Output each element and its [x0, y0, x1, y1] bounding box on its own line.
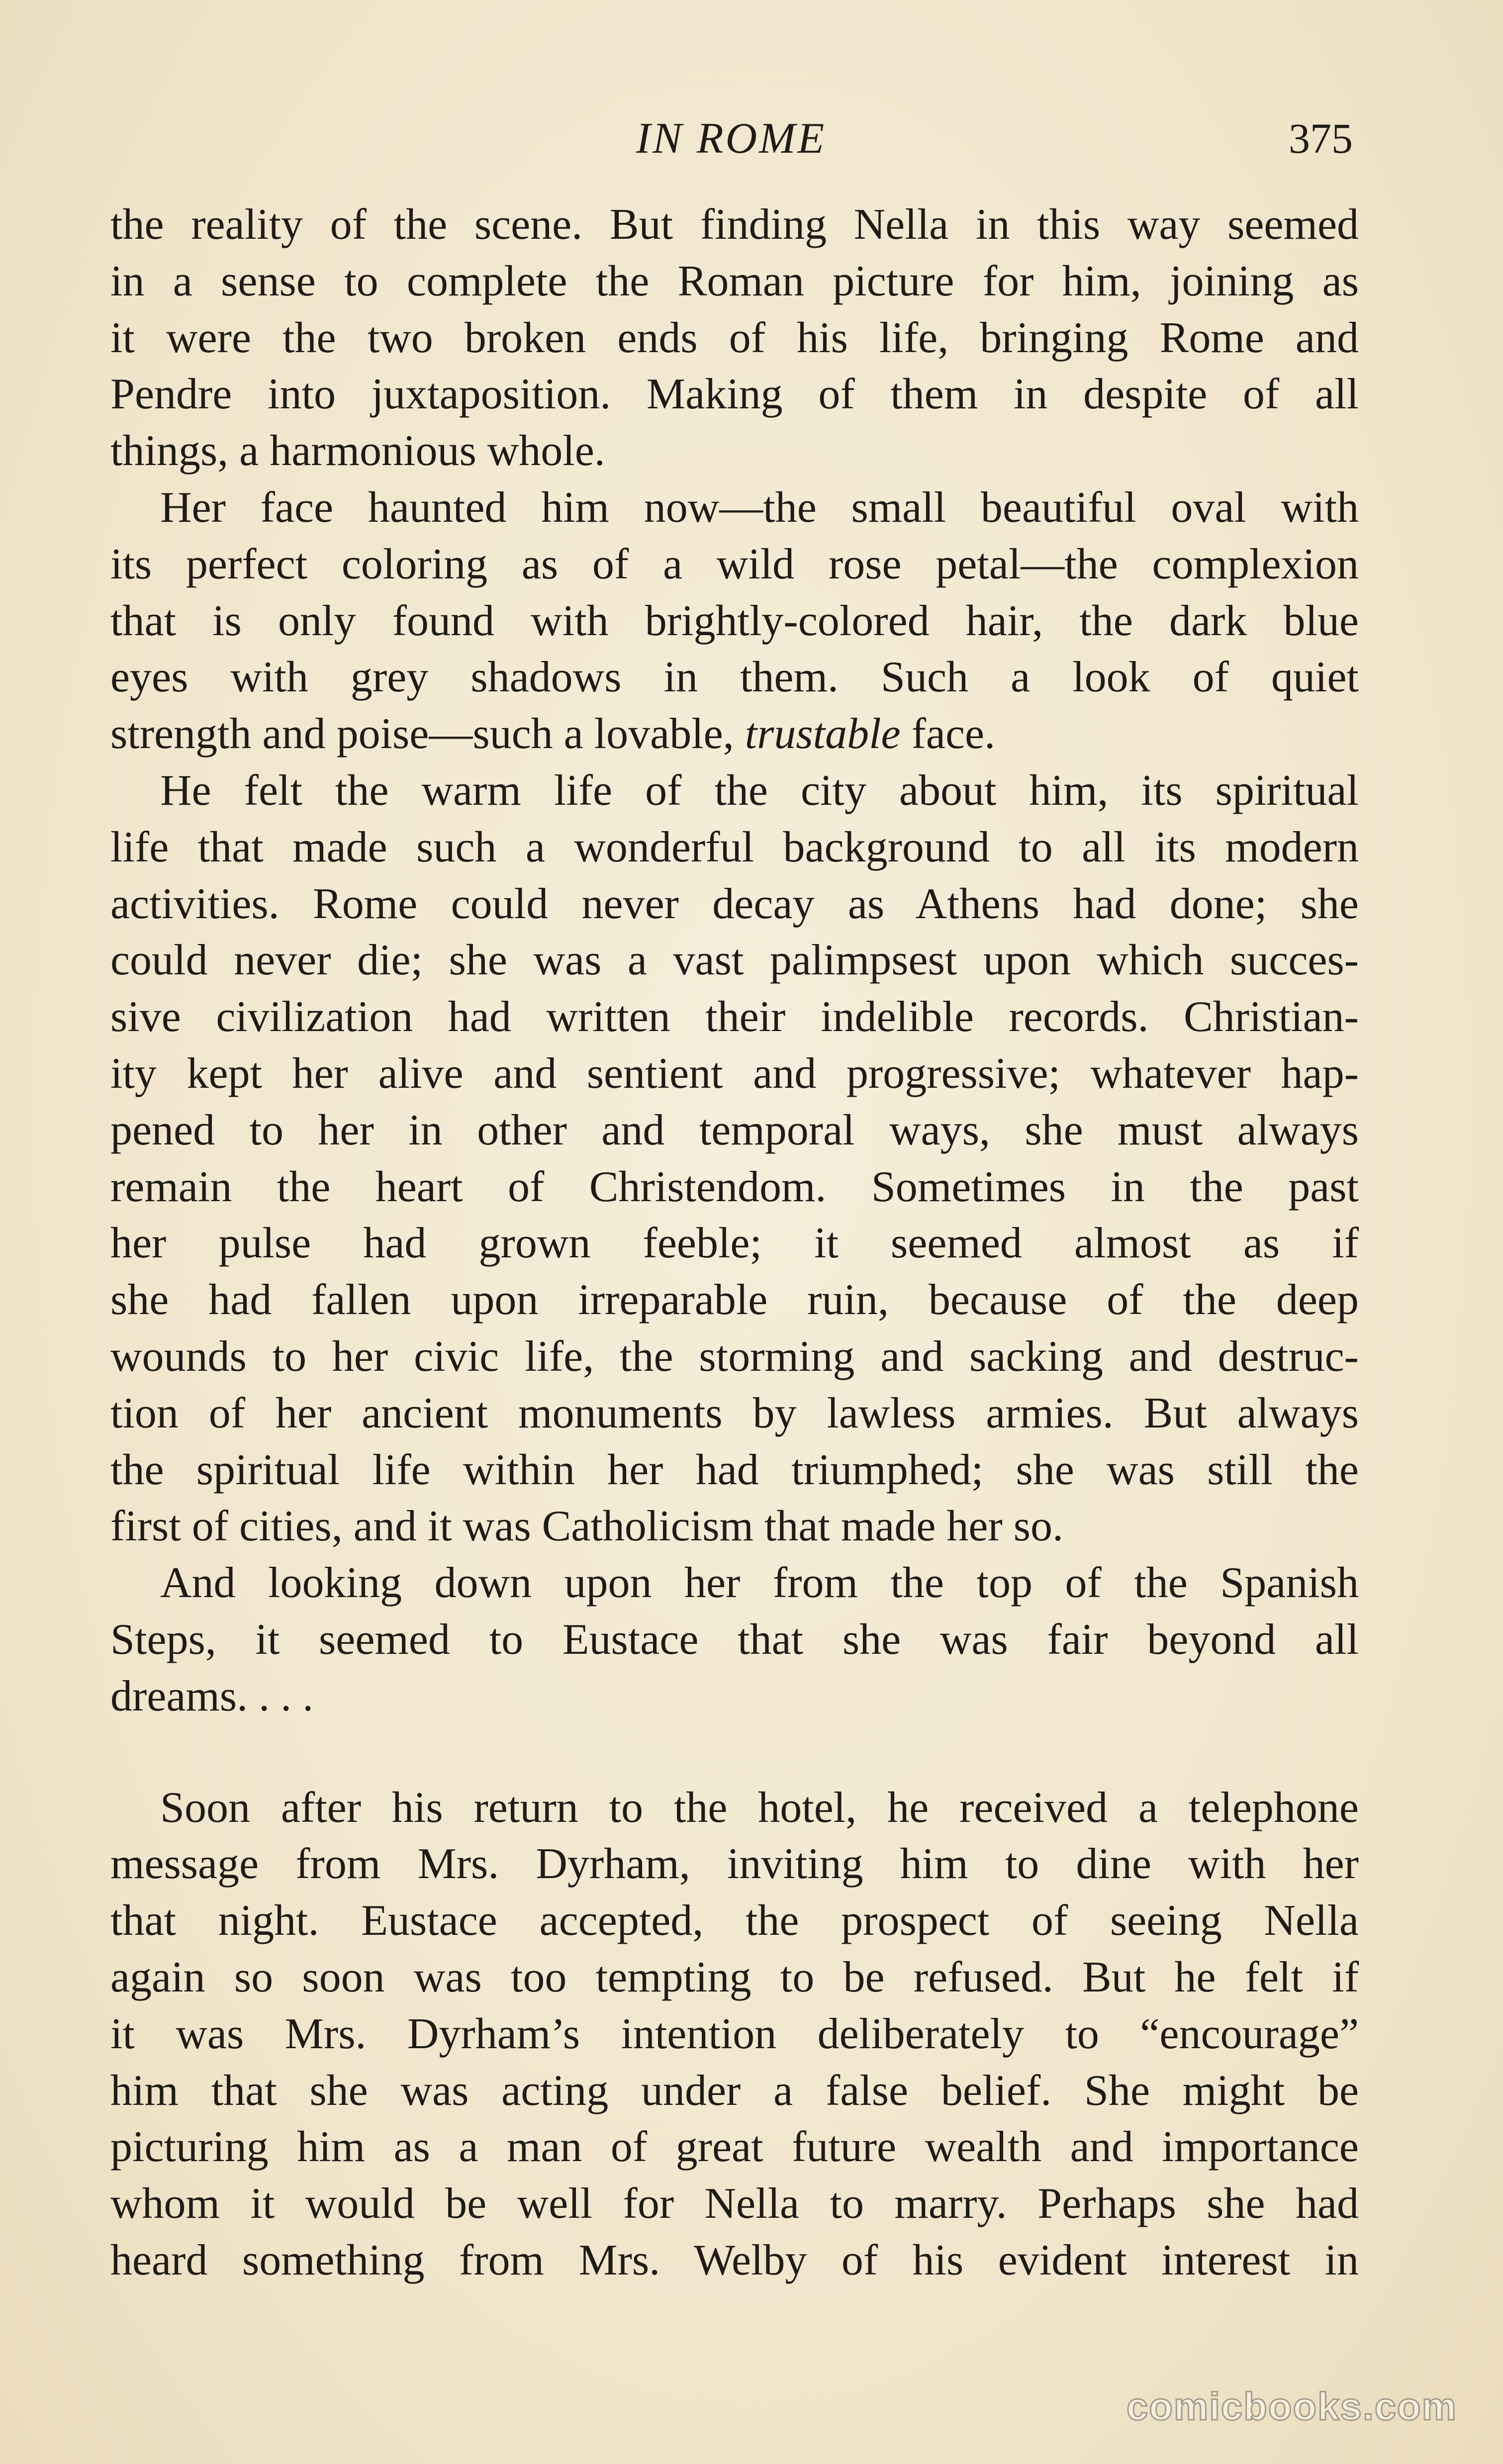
- emphasized-word: trustable: [745, 710, 901, 758]
- text-line: remain the heart of Christendom. Sometimes in the past: [110, 1162, 1359, 1211]
- text-line: things, a harmonious whole.: [110, 427, 605, 475]
- text-line: again so soon was too tempting to be refused. But he felt if: [110, 1953, 1359, 2001]
- text-line: dreams. . . .: [110, 1672, 314, 1720]
- text-line: her pulse had grown feeble; it seemed almost as if: [110, 1219, 1359, 1268]
- text-line: she had fallen upon irreparable ruin, because of the deep: [110, 1276, 1359, 1325]
- text-line: [110, 706, 1359, 762]
- text-line: in a sense to complete the Roman picture for him, joining as: [110, 257, 1359, 305]
- text-line: its perfect coloring as of a wild rose petal—the complexion: [110, 540, 1359, 588]
- text-line: Steps, it seemed to Eustace that she was fair beyond all: [110, 1615, 1359, 1664]
- text-line: And looking down upon her from the top of the Spanish: [160, 1559, 1359, 1608]
- page-number: 375: [1289, 114, 1353, 162]
- text-run: strength and poise—such a lovable,: [110, 710, 745, 758]
- text-line: wounds to her civic life, the storming and sacking and destruc-: [110, 1332, 1359, 1381]
- text-line: whom it would be well for Nella to marry. Perhaps she had: [110, 2180, 1359, 2228]
- running-title: IN ROME: [636, 114, 827, 163]
- text-line: ity kept her alive and sentient and progressive; whatever hap-: [110, 1049, 1359, 1098]
- body-text: [110, 196, 1359, 2289]
- running-head: [109, 113, 1353, 173]
- text-line: it were the two broken ends of his life, bringing Rome and: [110, 313, 1359, 362]
- text-line: activities. Rome could never decay as Athens had done; she: [110, 879, 1359, 928]
- text-line: that is only found with brightly-colored hair, the dark blue: [110, 596, 1359, 645]
- text-line: the reality of the scene. But finding Nella in this way seemed: [110, 200, 1359, 249]
- text-line: Soon after his return to the hotel, he received a telephone: [160, 1783, 1359, 1832]
- text-line: sive civilization had written their indelible records. Christian-: [110, 993, 1359, 1042]
- text-line: first of cities, and it was Catholicism that made her so.: [110, 1502, 1064, 1551]
- text-line: heard something from Mrs. Welby of his evident interest in: [110, 2236, 1359, 2284]
- text-run: face.: [900, 710, 996, 758]
- text-line: him that she was acting under a false belief. She might be: [110, 2066, 1359, 2115]
- text-line: it was Mrs. Dyrham’s intention deliberately to “encourage”: [110, 2009, 1359, 2058]
- text-line: He felt the warm life of the city about him, its spiritual: [160, 766, 1359, 815]
- text-line: Pendre into juxtaposition. Making of them in despite of all: [110, 370, 1359, 419]
- text-line: pened to her in other and temporal ways, she must always: [110, 1106, 1359, 1154]
- text-line: Her face haunted him now—the small beautiful oval with: [160, 483, 1359, 532]
- text-line: eyes with grey shadows in them. Such a look of quiet: [110, 653, 1359, 702]
- text-line: that night. Eustace accepted, the prospect of seeing Nella: [110, 1896, 1359, 1945]
- text-line: the spiritual life within her had triumphed; she was still the: [110, 1445, 1359, 1494]
- text-line: message from Mrs. Dyrham, inviting him to dine with her: [110, 1840, 1359, 1889]
- text-line: could never die; she was a vast palimpsest upon which succes-: [110, 936, 1359, 985]
- text-line: tion of her ancient monuments by lawless armies. But always: [110, 1389, 1359, 1437]
- text-line: picturing him as a man of great future wealth and importance: [110, 2123, 1359, 2172]
- text-line: life that made such a wonderful background to all its modern: [110, 823, 1359, 871]
- watermark: comicbooks.com: [1126, 2384, 1457, 2428]
